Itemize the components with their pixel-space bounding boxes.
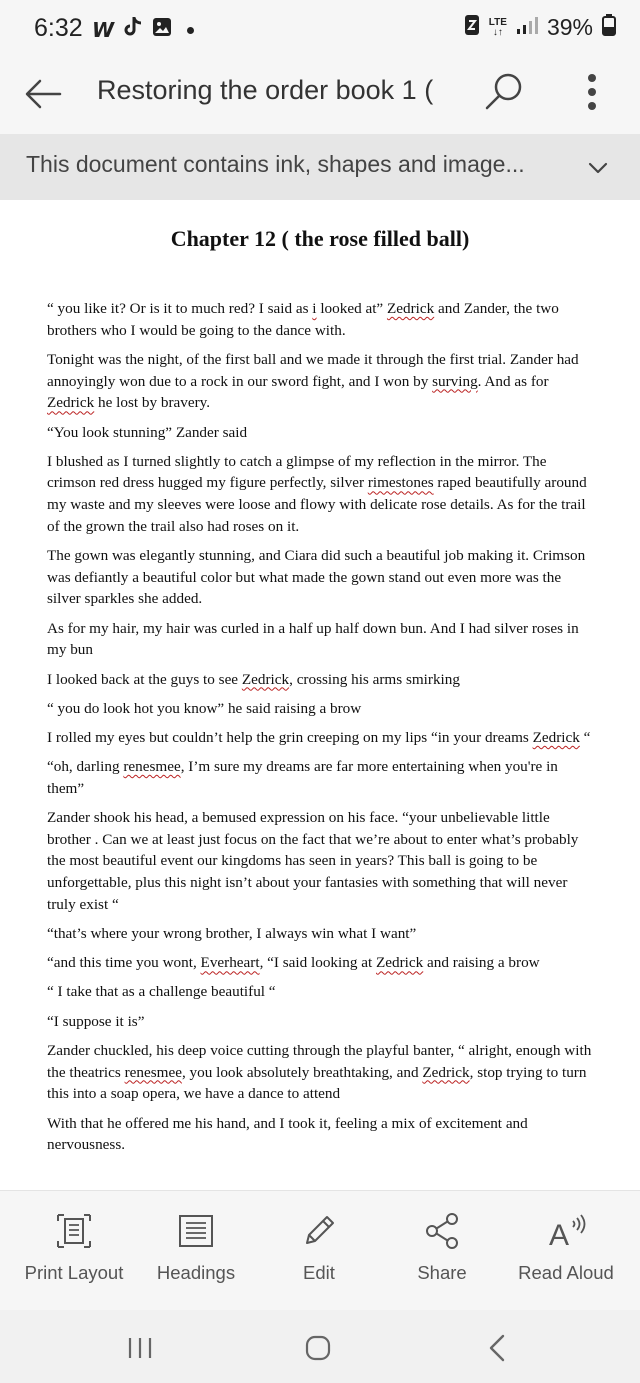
battery-percentage: 39% — [546, 14, 593, 40]
notification-icons — [92, 16, 194, 44]
text-run: he lost by bravery. — [94, 394, 211, 412]
text-run: , crossing his arms smirking — [289, 670, 460, 688]
text-run: Tonight was the night, of the first ball and we made it through the first trial. Zander had annoyingly won due to a rock in our sword fight, and I won by — [47, 350, 579, 390]
paragraph — [47, 727, 593, 749]
more-vertical-icon — [578, 72, 606, 112]
banner-text: This document contains ink, shapes and image... — [26, 151, 525, 177]
text-run: I rolled my eyes but couldn’t help the grin creeping on my lips “in your dreams — [47, 728, 533, 746]
paragraph — [47, 618, 593, 661]
spellcheck-word: Zedrick — [532, 728, 580, 746]
read-aloud-label: Read Aloud — [518, 1262, 614, 1283]
text-run: and Zander, the two brothers who I would be going to the dance with. — [47, 300, 559, 339]
text-run: looked at” — [316, 300, 387, 317]
paragraph — [47, 669, 593, 691]
paragraph — [47, 1011, 593, 1033]
recent-apps-button[interactable] — [122, 1330, 158, 1366]
text-run: “ you like it? Or is it to much red? I said as — [47, 300, 313, 317]
battery-icon — [602, 14, 616, 41]
spellcheck-word: Zedrick — [386, 300, 435, 317]
page-fade — [0, 1176, 640, 1190]
status-indicators — [464, 14, 616, 41]
text-run: , I’m sure my dreams are far more entertaining when you're in them” — [47, 758, 558, 797]
paragraph — [47, 422, 593, 444]
spellcheck-word: Zedrick — [241, 670, 290, 688]
read-aloud-icon — [546, 1211, 586, 1251]
title-bar — [0, 58, 640, 134]
text-run: . And as for — [477, 372, 549, 390]
share-label: Share — [417, 1262, 467, 1283]
search-button[interactable] — [482, 70, 526, 114]
bottom-toolbar — [0, 1190, 640, 1310]
spellcheck-word: surving — [432, 372, 478, 390]
edit-button[interactable] — [255, 1191, 383, 1311]
print-layout-icon — [54, 1211, 94, 1251]
text-run: “I suppose it is” — [47, 1012, 145, 1030]
home-button[interactable] — [300, 1330, 336, 1366]
gallery-icon — [152, 17, 172, 43]
print-layout-label: Print Layout — [24, 1262, 124, 1283]
text-run: , you look absolutely breathtaking, and — [181, 1063, 423, 1081]
chevron-down-icon[interactable] — [584, 154, 612, 182]
document-title: Restoring the order book 1 ( — [97, 75, 434, 105]
search-icon — [482, 70, 526, 114]
svg-text:A: A — [549, 1219, 570, 1251]
status-time: 6:32 — [34, 14, 83, 42]
paragraph — [47, 923, 593, 945]
w-app-icon: W — [92, 18, 115, 42]
share-button[interactable] — [378, 1191, 506, 1311]
text-run: I looked back at the guys to see — [47, 670, 242, 688]
info-banner[interactable] — [0, 134, 640, 200]
paragraph — [47, 451, 593, 538]
paragraph — [47, 756, 593, 799]
share-icon — [422, 1211, 462, 1251]
more-options-button[interactable] — [578, 72, 606, 112]
text-run: With that he offered me his hand, and I took it, feeling a mix of excitement and nervousness. — [47, 1114, 528, 1154]
text-run: “oh, darling — [47, 758, 124, 776]
paragraph — [47, 807, 593, 916]
nfc-icon — [464, 14, 480, 41]
text-run: , “I said looking at — [259, 954, 376, 972]
read-aloud-button[interactable] — [502, 1191, 630, 1311]
spellcheck-word: Zedrick — [422, 1063, 470, 1081]
signal-icon — [516, 16, 538, 39]
paragraph — [47, 349, 593, 414]
tiktok-icon — [123, 16, 143, 44]
text-run: “that’s where your wrong brother, I always win what I want” — [47, 925, 417, 943]
spellcheck-word: Everheart — [200, 954, 260, 972]
text-run: “ I take that as a challenge beautiful “ — [47, 983, 276, 1001]
lte-indicator: LTE ↓↑ — [488, 16, 507, 38]
paragraph — [47, 1113, 593, 1156]
headings-label: Headings — [156, 1262, 236, 1283]
text-run: As for my hair, my hair was curled in a half up half down bun. And I had silver roses in my bun — [47, 619, 579, 659]
text-run: Zander chuckled, his deep voice cutting through the playful banter, “ alright, enough with the theatrics — [47, 1041, 592, 1081]
recent-apps-icon — [122, 1330, 158, 1366]
paragraph — [47, 981, 593, 1003]
edit-pencil-icon — [299, 1211, 339, 1251]
text-run: I blushed as I turned slightly to catch a glimpse of my reflection in the mirror. The crimson red dress hugged my figure perfectly, silver — [47, 452, 547, 492]
spellcheck-word: Zedrick — [376, 954, 424, 972]
spellcheck-word: renesmee — [123, 758, 181, 776]
text-run: “ you do look hot you know” he said raising a brow — [47, 699, 362, 717]
paragraph — [47, 952, 593, 974]
home-icon — [300, 1330, 336, 1366]
back-button[interactable] — [22, 72, 66, 116]
headings-button[interactable] — [132, 1191, 260, 1311]
back-icon — [480, 1330, 516, 1366]
text-run: “You look stunning” Zander said — [47, 423, 248, 441]
headings-icon — [176, 1211, 216, 1251]
system-nav-bar — [0, 1310, 640, 1383]
spellcheck-word: rimestones — [367, 474, 434, 492]
spellcheck-word: renesmee — [124, 1063, 182, 1081]
text-run: “and this time you wont, — [47, 954, 201, 972]
document-body — [47, 298, 593, 1163]
text-run: , stop trying to turn this into a soap opera, we have a dance to attend — [47, 1063, 587, 1103]
back-arrow-icon — [22, 72, 66, 116]
paragraph — [47, 698, 593, 720]
paragraph — [47, 298, 593, 341]
text-run: “ — [579, 728, 591, 746]
text-run: The gown was elegantly stunning, and Ciara did such a beautiful job making it. Crimson was defiantly a beautiful color but what made the gown stand out even more was the silver sparkles she added. — [47, 547, 586, 608]
chapter-title: Chapter 12 ( the rose filled ball) — [170, 226, 470, 251]
text-run: Zander shook his head, a bemused expression on his face. “your unbelievable little brother . Can we at least just focus on the fact that we’re about to enter what’s probably the most beautiful event our kingdoms has seen in years? This ball is going to be unforgettable, plus this night isn’t about your fantasies with something that will never truly exist “ — [47, 809, 579, 913]
spellcheck-word: i — [312, 300, 317, 317]
status-bar — [0, 0, 640, 58]
nav-back-button[interactable] — [480, 1330, 516, 1366]
text-run: and raising a brow — [423, 954, 540, 972]
paragraph — [47, 545, 593, 610]
paragraph — [47, 1040, 593, 1105]
edit-label: Edit — [303, 1262, 335, 1283]
more-notifications-dot — [187, 27, 194, 34]
text-run: raped beautifully around my waste and my sleeves were loose and flowy with delicate rose details. As for the trail of the grown the trail also had roses on it. — [47, 474, 587, 535]
print-layout-button[interactable] — [10, 1191, 138, 1311]
document-page[interactable] — [0, 200, 640, 1190]
spellcheck-word: Zedrick — [47, 394, 95, 412]
